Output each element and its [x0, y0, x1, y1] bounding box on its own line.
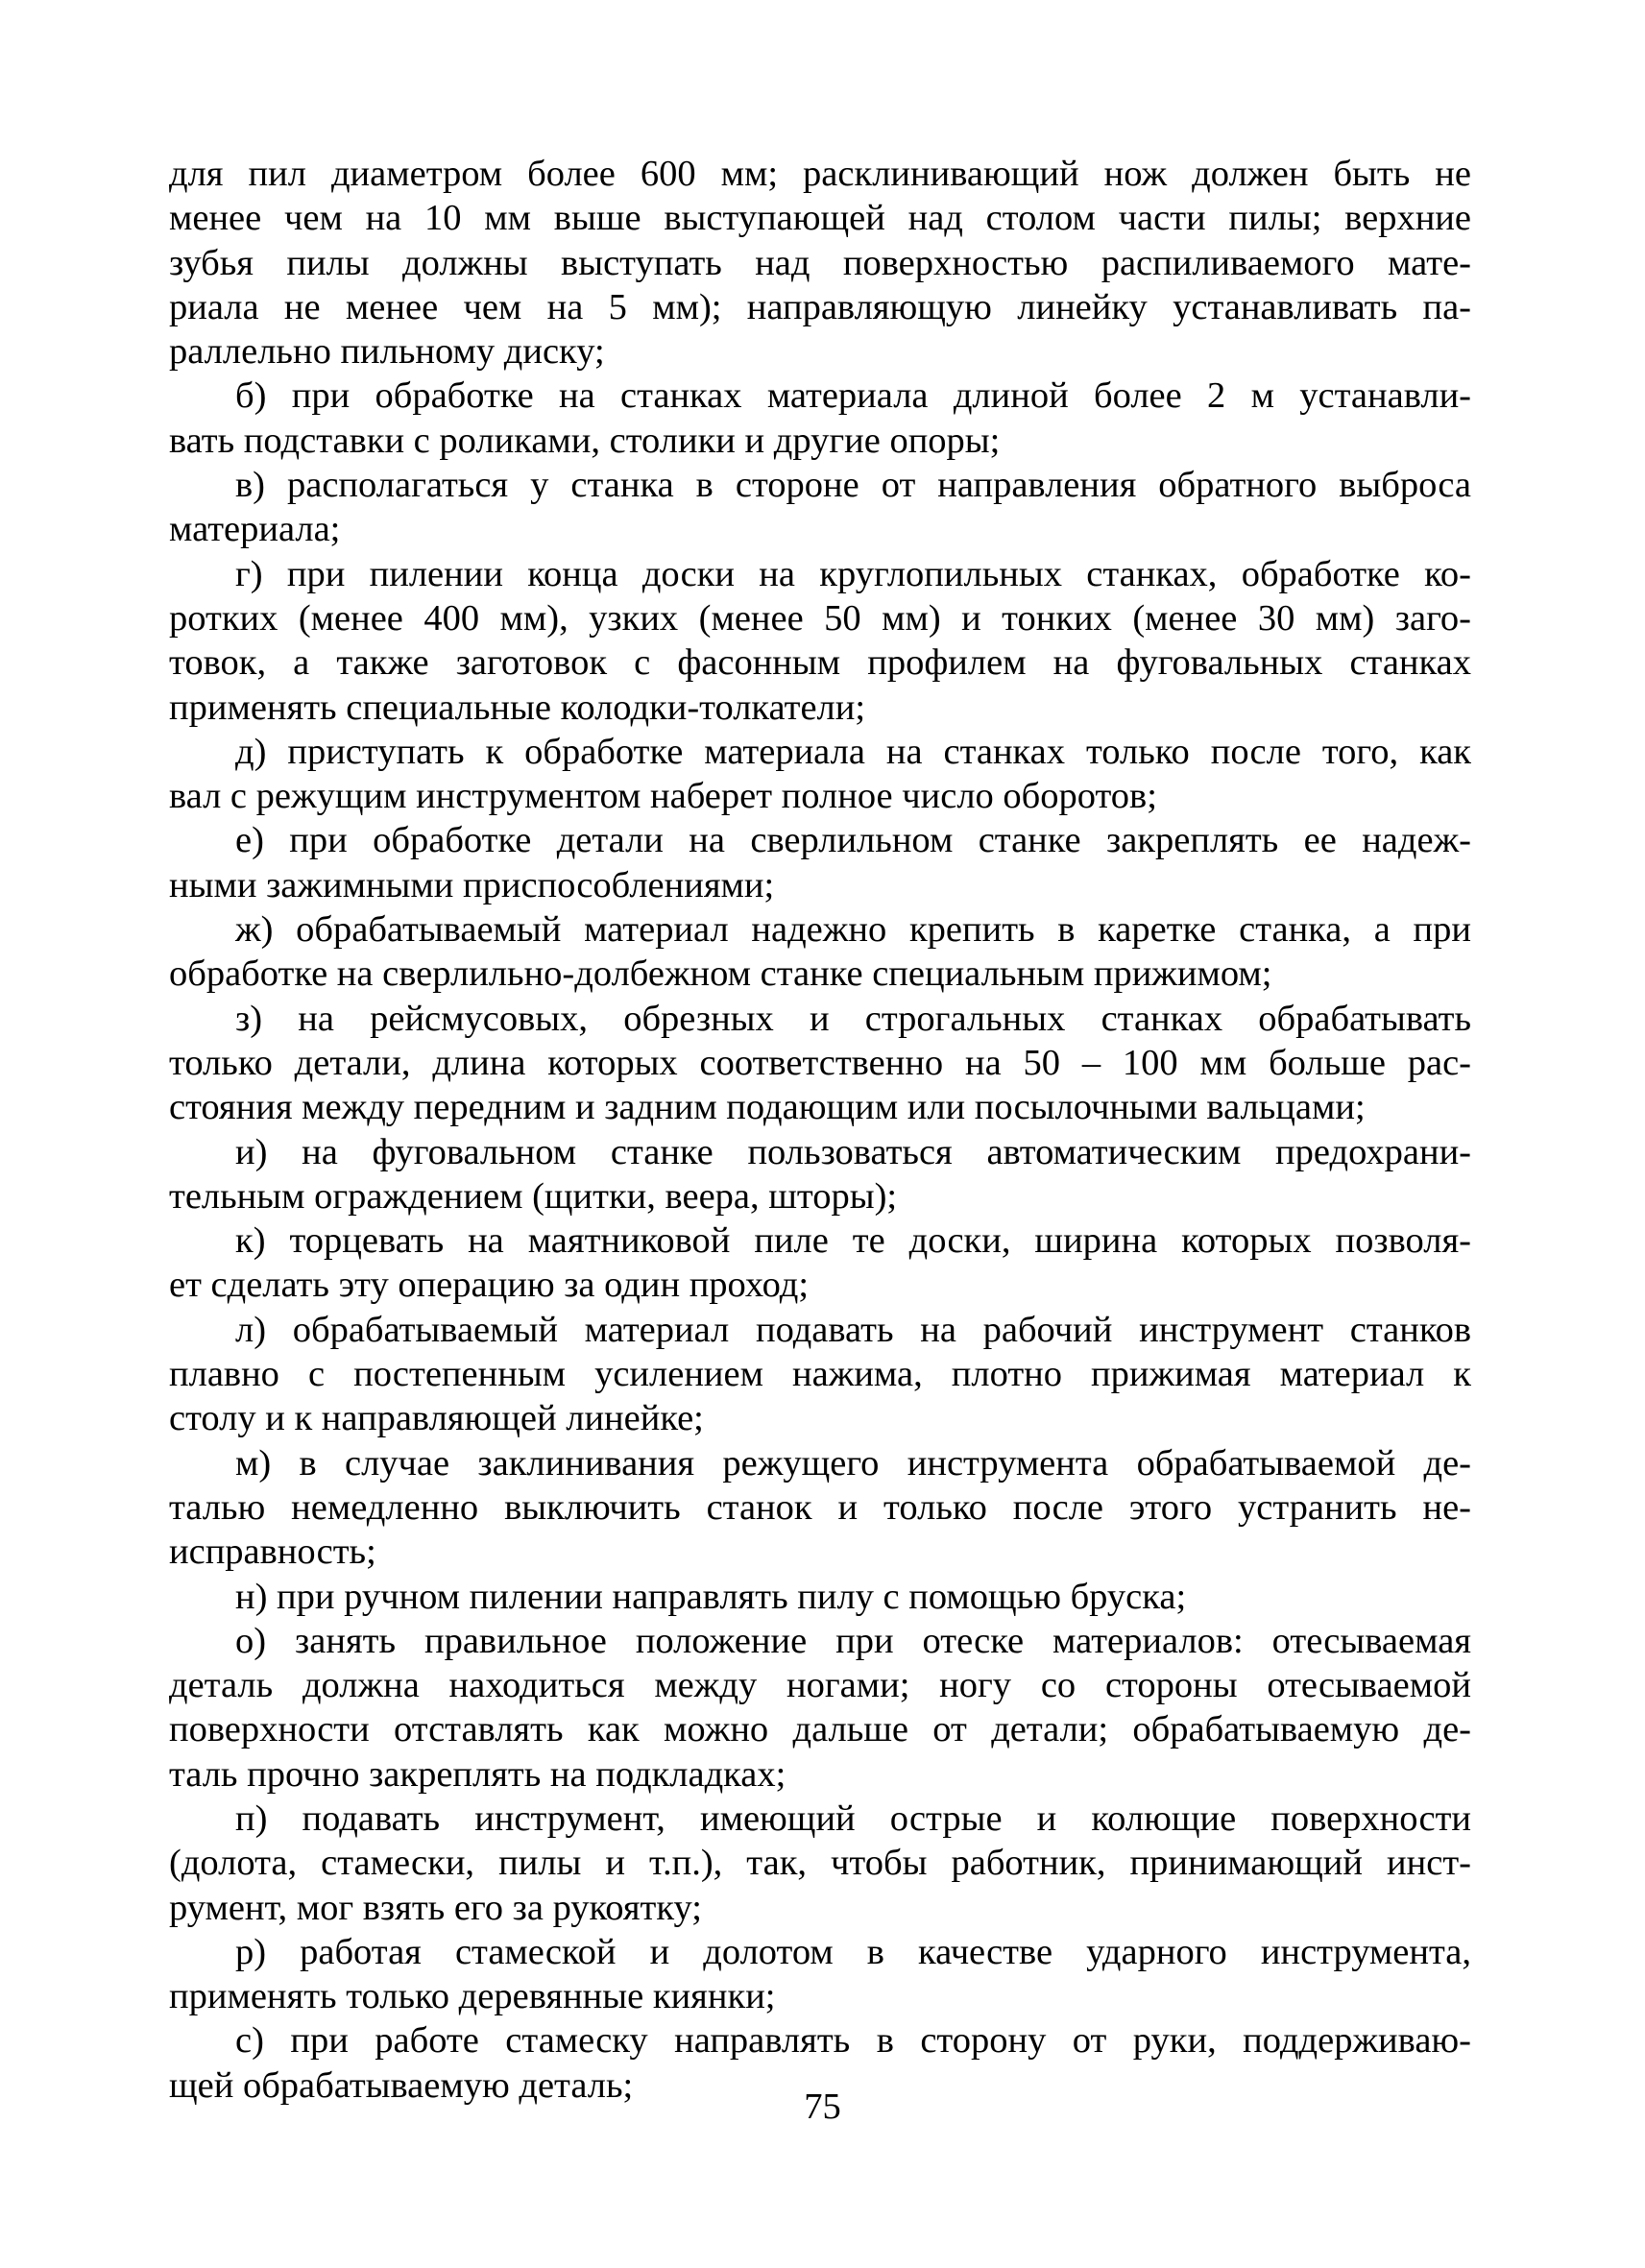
text-line: исправность;: [169, 1532, 376, 1573]
text-line: вал с режущим инструментом наберет полное число оборотов;: [169, 776, 1157, 817]
text-line: ж) обрабатываемый материал надежно крепить в каретке станка, а при: [235, 909, 1471, 951]
text-line: в) располагаться у станка в стороне от направления обратного выброса: [235, 465, 1471, 506]
text-line: (долота, стамески, пилы и т.п.), так, чтобы работник, принимающий инст-: [169, 1843, 1471, 1884]
page-body: [169, 152, 1471, 2108]
text-line: б) при обработке на станках материала длиной более 2 м устанавли-: [235, 375, 1471, 417]
paragraph: [169, 463, 1471, 552]
paragraph: [169, 907, 1471, 997]
text-line: с) при работе стамеску направлять в сторону от руки, поддерживаю-: [235, 2020, 1471, 2062]
text-line: применять специальные колодки-толкатели;: [169, 687, 866, 728]
paragraph: [169, 730, 1471, 819]
paragraph: [169, 1441, 1471, 1575]
text-line: риала не менее чем на 5 мм); направляющую линейку устанавливать па-: [169, 286, 1471, 327]
text-line: р) работая стамеской и долотом в качестве ударного инструмента,: [235, 1931, 1471, 1972]
text-line: раллельно пильному диску;: [169, 331, 605, 373]
paragraph: [169, 1619, 1471, 1797]
text-line: применять только деревянные киянки;: [169, 1976, 776, 2017]
paragraph: [169, 152, 1471, 374]
paragraph: [169, 1308, 1471, 1441]
paragraph: [169, 1930, 1471, 2019]
text-line: тельным ограждением (щитки, веера, шторы);: [169, 1175, 898, 1217]
text-line: товок, а также заготовок с фасонным профилем на фуговальных станках: [169, 642, 1471, 684]
text-line: е) при обработке детали на сверлильном станке закреплять ее надеж-: [235, 820, 1471, 861]
paragraph: [169, 1130, 1471, 1219]
text-line: деталь должна находиться между ногами; ногу со стороны отесываемой: [169, 1665, 1471, 1706]
text-line: щей обрабатываемую деталь;: [169, 2064, 634, 2106]
text-line: менее чем на 10 мм выше выступающей над столом части пилы; верхние: [169, 198, 1471, 239]
text-line: вать подставки с роликами, столики и другие опоры;: [169, 420, 1001, 461]
text-line: для пил диаметром более 600 мм; расклинивающий нож должен быть не: [169, 154, 1471, 194]
paragraph: [169, 818, 1471, 907]
text-line: и) на фуговальном станке пользоваться автоматическим предохрани-: [235, 1131, 1471, 1172]
text-line: з) на рейсмусовых, обрезных и строгальных станках обрабатывать: [235, 998, 1471, 1039]
paragraph: [169, 997, 1471, 1130]
text-line: м) в случае заклинивания режущего инструмента обрабатываемой де-: [235, 1442, 1471, 1484]
text-line: н) при ручном пилении направлять пилу с помощью бруска;: [235, 1576, 1187, 1617]
text-line: ет сделать эту операцию за один проход;: [169, 1265, 810, 1306]
text-line: талью немедленно выключить станок и только после этого устранить не-: [169, 1486, 1471, 1528]
text-line: зубья пилы должны выступать над поверхностью распиливаемого мате-: [169, 242, 1471, 283]
paragraph: [169, 1797, 1471, 1930]
text-line: материала;: [169, 509, 341, 550]
text-line: только детали, длина которых соответственно на 50 – 100 мм больше рас-: [169, 1042, 1471, 1083]
text-line: ными зажимными приспособлениями;: [169, 864, 775, 905]
text-line: г) при пилении конца доски на круглопильных станках, обработке ко-: [235, 553, 1471, 594]
text-line: румент, мог взять его за рукоятку;: [169, 1887, 702, 1928]
text-line: поверхности отставлять как можно дальше от детали; обрабатываемую де-: [169, 1709, 1471, 1750]
text-line: плавно с постепенным усилением нажима, плотно прижимая материал к: [169, 1354, 1471, 1395]
text-line: обработке на сверлильно-долбежном станке специальным прижимом;: [169, 953, 1272, 995]
page-number: 75: [804, 2087, 841, 2127]
paragraph: [169, 1575, 1471, 1619]
paragraph: [169, 552, 1471, 730]
text-line: столу и к направляющей линейке;: [169, 1398, 704, 1439]
text-line: ротких (менее 400 мм), узких (менее 50 мм) и тонких (менее 30 мм) заго-: [169, 597, 1471, 639]
paragraph: [169, 374, 1471, 463]
text-line: таль прочно закреплять на подкладках;: [169, 1753, 786, 1795]
text-line: к) торцевать на маятниковой пиле те доски, ширина которых позволя-: [235, 1220, 1471, 1262]
text-line: л) обрабатываемый материал подавать на рабочий инструмент станков: [235, 1309, 1471, 1350]
text-line: о) занять правильное положение при отеске материалов: отесываемая: [235, 1620, 1471, 1661]
text-line: д) приступать к обработке материала на станках только после того, как: [235, 731, 1471, 772]
paragraph: [169, 1218, 1471, 1308]
text-line: п) подавать инструмент, имеющий острые и колющие поверхности: [235, 1798, 1471, 1839]
text-line: стояния между передним и задним подающим или посылочными вальцами;: [169, 1087, 1366, 1128]
